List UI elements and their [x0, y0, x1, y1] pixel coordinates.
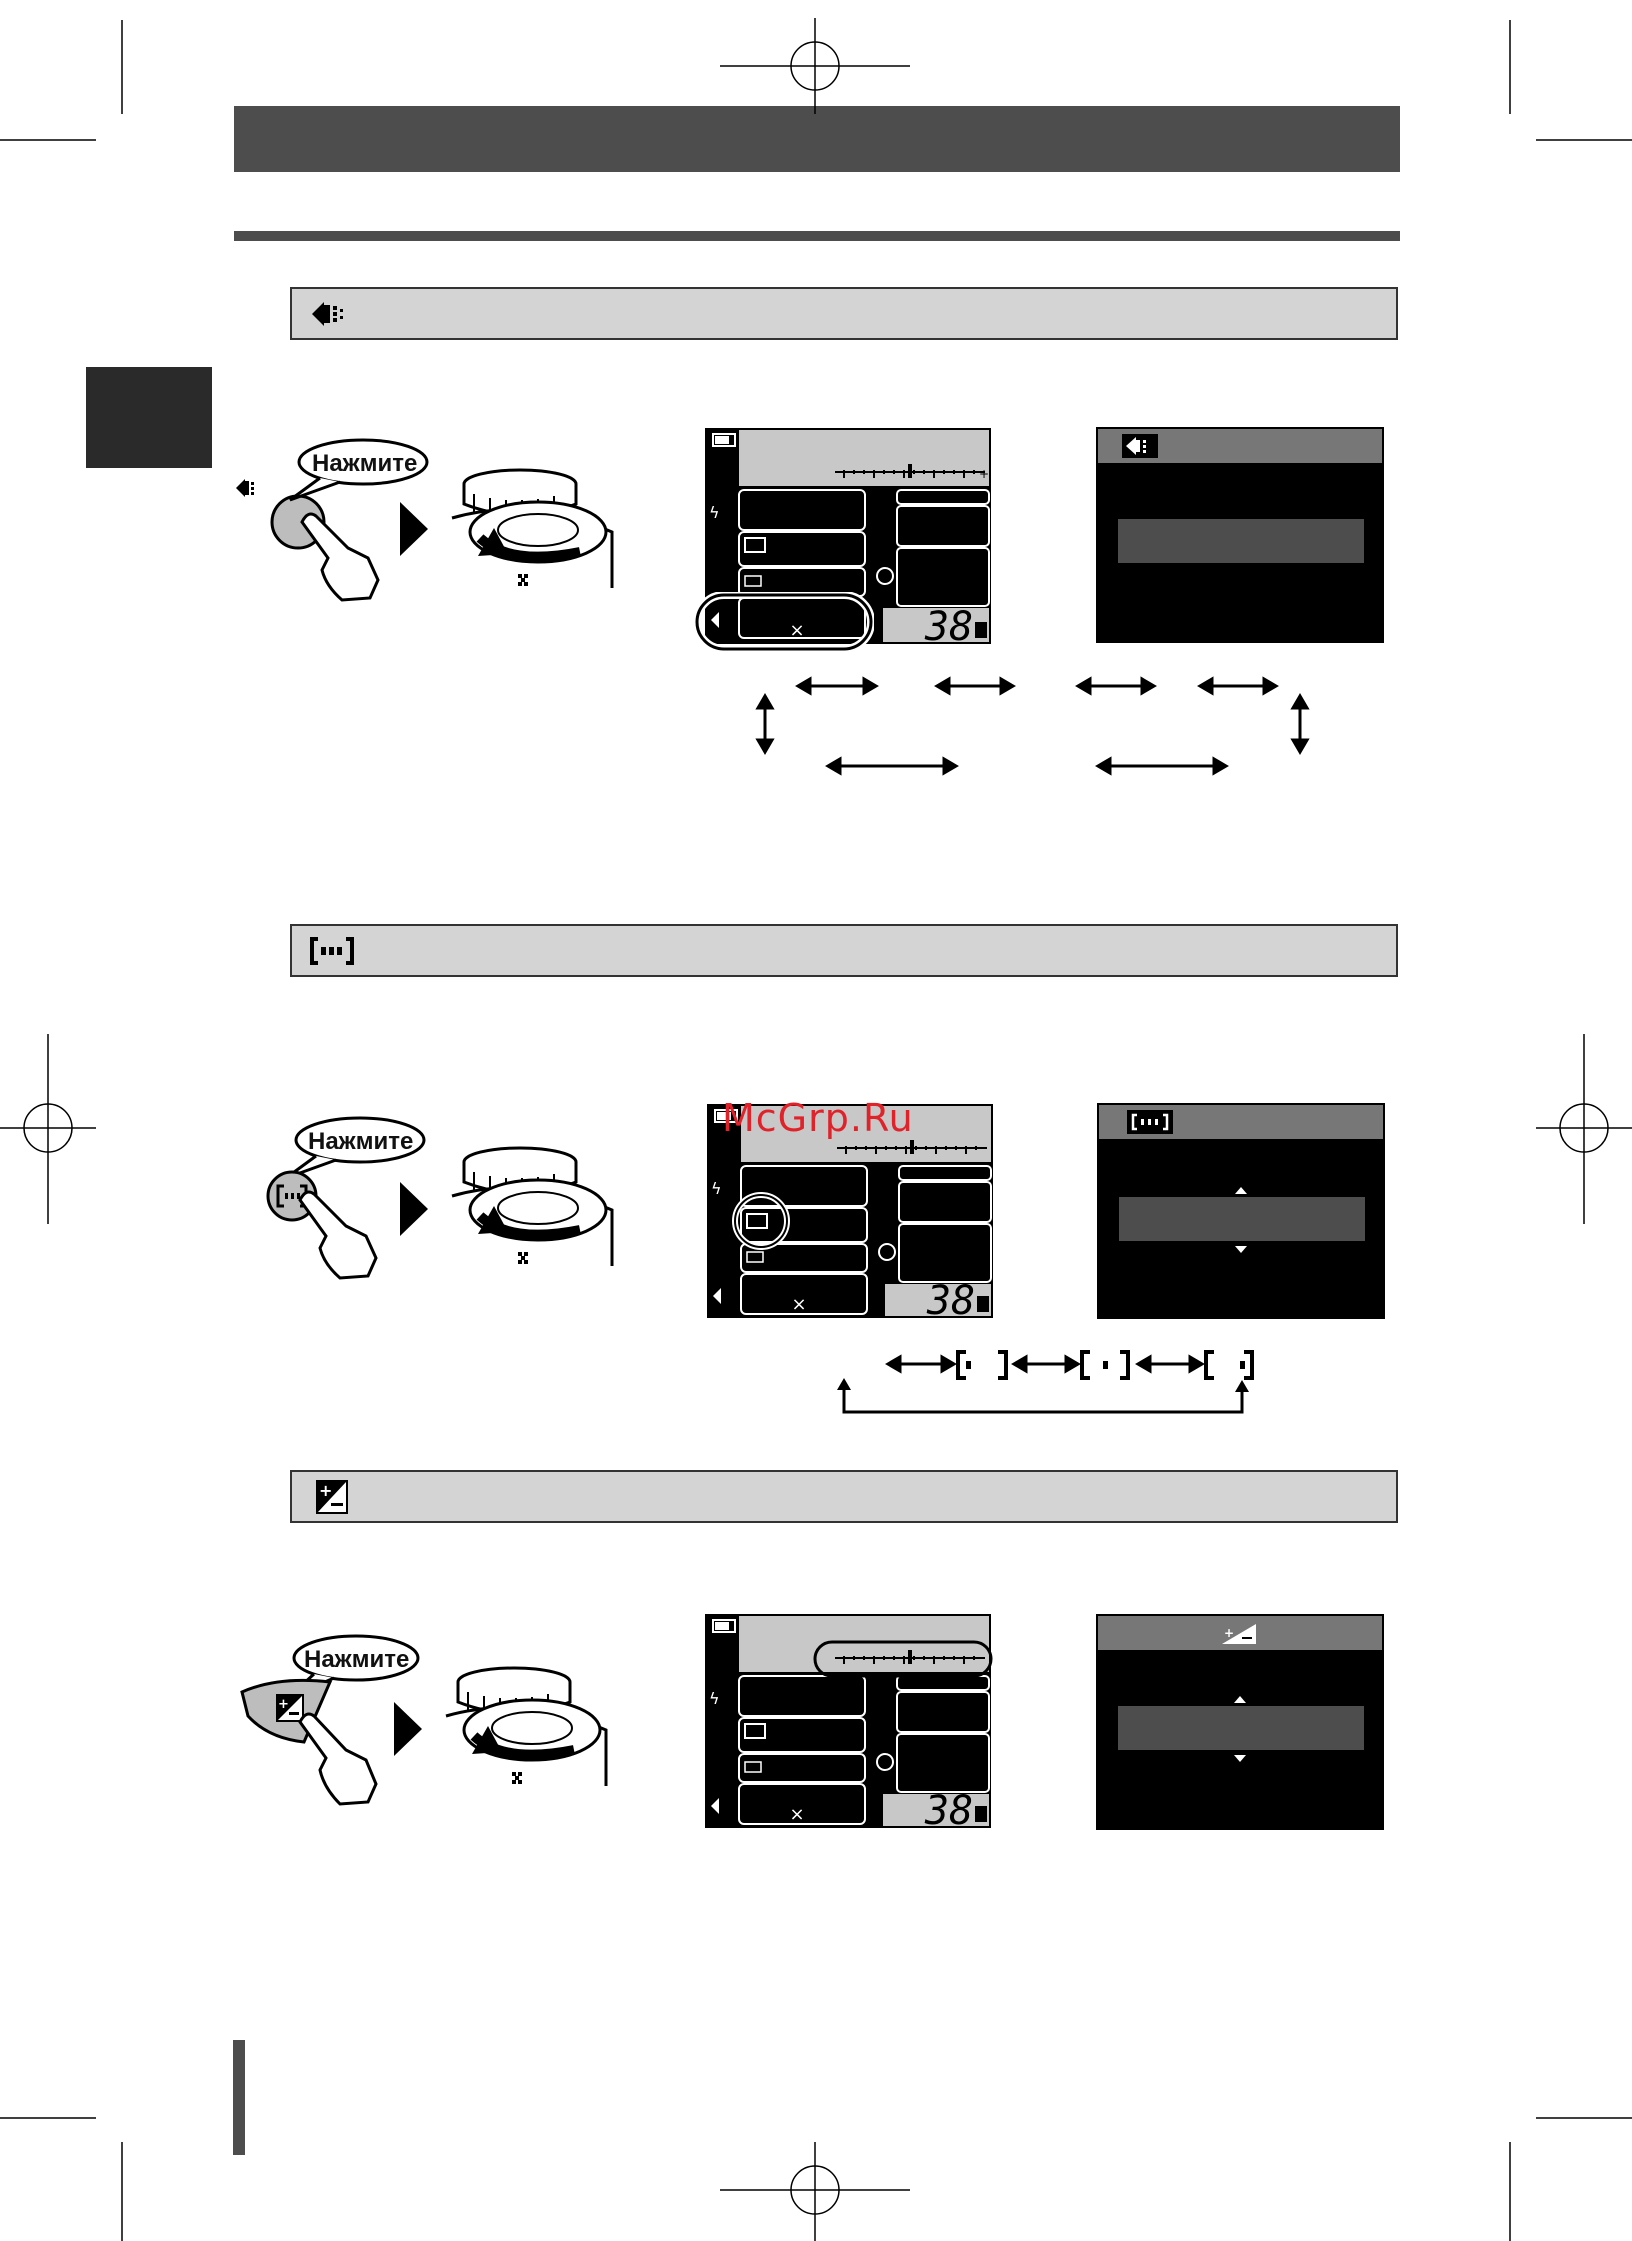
- exposure-scale-tick: [945, 1146, 947, 1150]
- exposure-scale-tick: [963, 470, 965, 478]
- exposure-scale-tick: [915, 1146, 917, 1150]
- exposure-scale-tick: [863, 1656, 865, 1660]
- exposure-scale-tick: [895, 1146, 897, 1150]
- hand-icon: [300, 1714, 376, 1804]
- watermark: McGrp.Ru: [722, 1096, 914, 1140]
- drive-mode-menu-screen: [1094, 425, 1386, 645]
- frame-counter: 38: [927, 1278, 976, 1322]
- exposure-scale-tick: [933, 470, 935, 478]
- flash-off-mark: ×: [789, 620, 805, 641]
- control-dial-illustration-3: [444, 1654, 614, 1790]
- exposure-scale-tick: [923, 470, 925, 474]
- exposure-scale-tick: [903, 1656, 905, 1664]
- svg-text:+: +: [1224, 1626, 1235, 1640]
- section-bar-af-area: [290, 924, 1398, 977]
- exposure-compensation-icon: [310, 1479, 354, 1515]
- exposure-compensation-icon: [276, 1694, 304, 1722]
- svg-text:+: +: [278, 1697, 289, 1712]
- hand-icon: [300, 1192, 376, 1278]
- exposure-scale-tick: [955, 1146, 957, 1150]
- menu-selection-highlight[interactable]: [1119, 1197, 1365, 1241]
- exposure-scale-tick: [893, 1656, 895, 1660]
- exposure-scale-tick: [935, 1146, 937, 1154]
- svg-text:+: +: [979, 467, 990, 481]
- exposure-scale-tick: [933, 1656, 935, 1664]
- next-step-arrow-3: [392, 1700, 424, 1758]
- exposure-scale-tick: [973, 1656, 975, 1660]
- frame-counter: 38: [925, 1788, 974, 1832]
- exposure-scale-tick: [885, 1146, 887, 1150]
- section-bar-exposure-compensation: [290, 1470, 1398, 1523]
- flash-off-mark: ×: [789, 1804, 805, 1825]
- next-step-arrow-1: [398, 500, 430, 558]
- frame-counter: 38: [925, 604, 974, 650]
- exposure-scale-tick: [975, 1146, 977, 1150]
- control-dial-illustration-1: [450, 456, 620, 592]
- exposure-scale-tick: [963, 1656, 965, 1664]
- af-area-menu-screen: [1095, 1101, 1387, 1321]
- exposure-scale-tick: [853, 470, 855, 474]
- exposure-scale-tick: [903, 470, 905, 478]
- exposure-scale-tick: [925, 1146, 927, 1150]
- flash-icon: ϟ: [711, 1179, 722, 1198]
- hand-icon: [302, 514, 378, 600]
- exposure-scale-tick: [943, 470, 945, 474]
- flash-icon: ϟ: [709, 503, 720, 522]
- exposure-scale-tick: [953, 470, 955, 474]
- exposure-compensation-menu-screen: [1094, 1612, 1386, 1832]
- af-area-left-icon: [958, 1352, 1006, 1378]
- exposure-scale-tick: [873, 1656, 875, 1664]
- exposure-scale-tick: [845, 1146, 847, 1154]
- control-panel-screen-3: [703, 1612, 995, 1832]
- press-label: Нажмите: [304, 1646, 410, 1673]
- exposure-scale-tick: [843, 1656, 845, 1664]
- exposure-scale-tick: [873, 470, 875, 478]
- exposure-scale-tick: [905, 1146, 907, 1154]
- drive-mode-icon: [236, 479, 254, 497]
- exposure-scale-tick: [855, 1146, 857, 1150]
- drive-mode-cycle-arrows: [740, 668, 1360, 778]
- af-area-right-icon: [1206, 1352, 1252, 1378]
- flash-icon: ϟ: [709, 1689, 720, 1708]
- menu-selection-highlight[interactable]: [1118, 1706, 1364, 1750]
- exposure-scale-tick: [875, 1146, 877, 1154]
- af-area-cycle-arrows: [830, 1336, 1270, 1416]
- exposure-scale-tick: [883, 470, 885, 474]
- section-bar-drive-mode: [290, 287, 1398, 340]
- menu-selection-highlight[interactable]: [1118, 519, 1364, 563]
- press-label: Нажмите: [308, 1128, 414, 1155]
- press-label: Нажмите: [312, 450, 418, 477]
- exposure-compensation-icon: [1222, 1624, 1256, 1644]
- exposure-scale-tick: [913, 470, 915, 474]
- svg-text:+: +: [319, 1481, 333, 1500]
- next-step-arrow-2: [398, 1180, 430, 1238]
- control-dial-illustration-2: [450, 1134, 620, 1270]
- exposure-scale-tick: [965, 1146, 967, 1154]
- drive-mode-icon: [310, 296, 354, 332]
- exposure-scale-tick: [843, 470, 845, 478]
- exposure-scale-tick: [863, 470, 865, 474]
- exposure-scale-tick: [923, 1656, 925, 1660]
- flash-off-mark: ×: [791, 1294, 807, 1315]
- exposure-scale-tick: [865, 1146, 867, 1150]
- exposure-scale-tick: [853, 1656, 855, 1660]
- exposure-scale-tick: [893, 470, 895, 474]
- exposure-scale-tick: [973, 470, 975, 474]
- exposure-scale-tick: [943, 1656, 945, 1660]
- exposure-scale-tick: [883, 1656, 885, 1660]
- exposure-scale-tick: [953, 1656, 955, 1660]
- af-area-icon: [310, 933, 354, 969]
- exposure-scale-tick: [913, 1656, 915, 1660]
- af-area-center-icon: [1082, 1352, 1128, 1378]
- highlight-ring-drive: [694, 592, 874, 654]
